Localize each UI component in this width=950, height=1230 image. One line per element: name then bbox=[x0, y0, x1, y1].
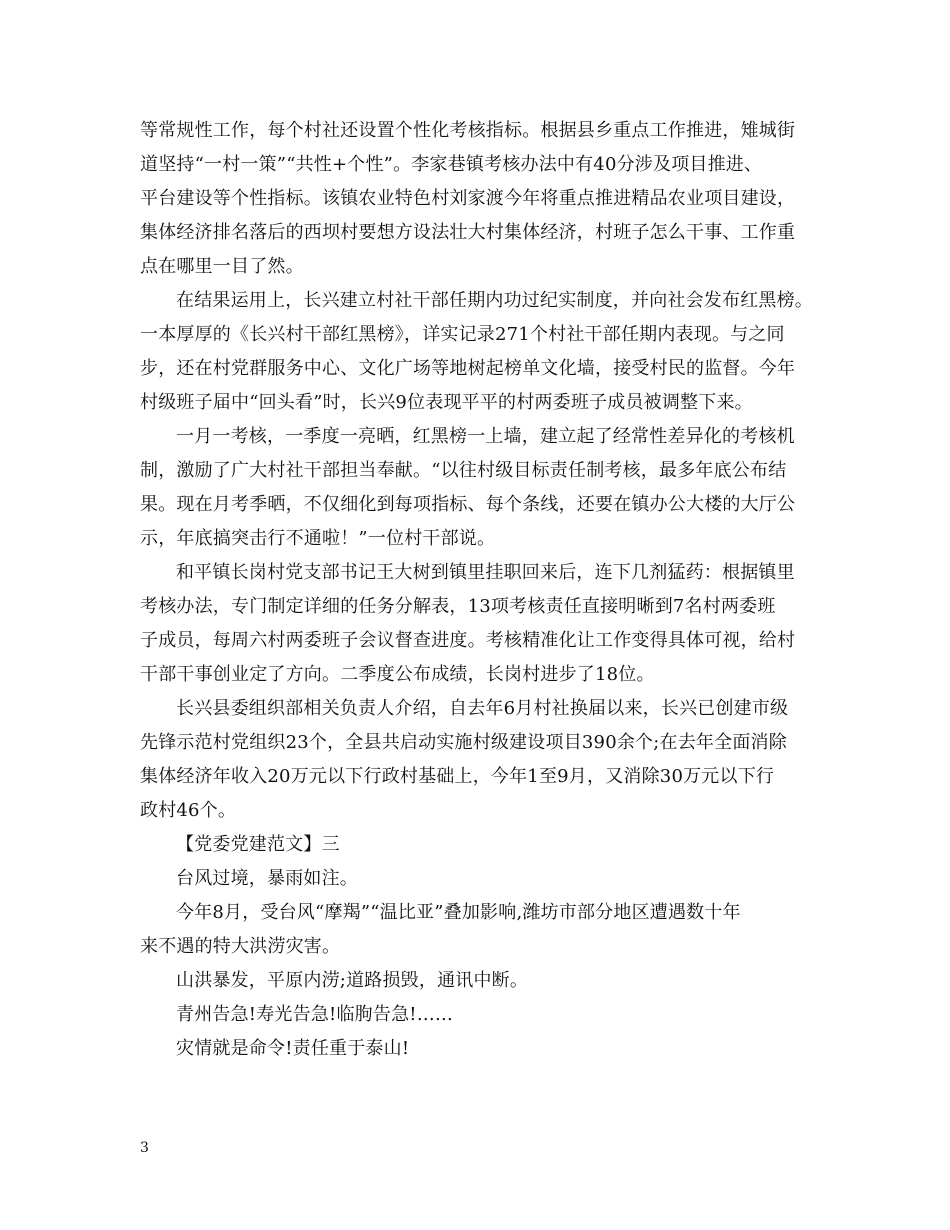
page-number: 3 bbox=[140, 1140, 149, 1156]
text-line: 子成员，每周六村两委班子会议督查进度。考核精准化让工作变得具体可视，给村 bbox=[140, 630, 796, 651]
text-line: 集体经济排名落后的西坝村要想方设法壮大村集体经济，村班子怎么干事、工作重 bbox=[140, 222, 796, 243]
text-line: 和平镇长岗村党支部书记王大树到镇里挂职回来后，连下几剂猛药：根据镇里 bbox=[176, 562, 795, 583]
text-line: 集体经济年收入20万元以下行政村基础上，今年1至9月，又消除30万元以下行 bbox=[140, 766, 775, 787]
text-line: 长兴县委组织部相关负责人介绍，自去年6月村社换届以来，长兴已创建市级 bbox=[176, 698, 789, 719]
text-line: 【党委党建范文】三 bbox=[176, 834, 340, 855]
text-line: 点在哪里一目了然。 bbox=[140, 256, 304, 277]
text-line: 一月一考核，一季度一亮晒，红黑榜一上墙，建立起了经常性差异化的考核机 bbox=[176, 426, 795, 447]
text-line: 步，还在村党群服务中心、文化广场等地树起榜单文化墙，接受村民的监督。今年 bbox=[140, 358, 796, 379]
text-line: 村级班子届中“回头看”时，长兴9位表现平平的村两委班子成员被调整下来。 bbox=[140, 392, 753, 413]
text-line: 果。现在月考季晒，不仅细化到每项指标、每个条线，还要在镇办公大楼的大厅公 bbox=[140, 494, 796, 515]
text-line: 制，激励了广大村社干部担当奉献。“以往村级目标责任制考核，最多年底公布结 bbox=[140, 460, 787, 481]
text-line: 先锋示范村党组织23个，全县共启动实施村级建设项目390余个;在去年全面消除 bbox=[140, 732, 787, 753]
text-line: 考核办法，专门制定详细的任务分解表，13项考核责任直接明晰到7名村两委班 bbox=[140, 596, 776, 617]
text-line: 政村46个。 bbox=[140, 800, 237, 821]
text-line: 道坚持“一村一策”“共性+个性”。李家巷镇考核办法中有40分涉及项目推进、 bbox=[140, 154, 763, 175]
text-line: 等常规性工作，每个村社还设置个性化考核指标。根据县乡重点工作推进，雉城街 bbox=[140, 120, 796, 141]
text-line: 平台建设等个性指标。该镇农业特色村刘家渡今年将重点推进精品农业项目建设， bbox=[140, 188, 796, 209]
text-line: 在结果运用上，长兴建立村社干部任期内功过纪实制度，并向社会发布红黑榜。 bbox=[176, 290, 813, 311]
text-line: 一本厚厚的《长兴村干部红黑榜》，详实记录271个村社干部任期内表现。与之同 bbox=[140, 324, 785, 345]
text-line: 台风过境，暴雨如注。 bbox=[176, 868, 358, 889]
text-line: 干部干事创业定了方向。二季度公布成绩，长岗村进步了18位。 bbox=[140, 664, 655, 685]
text-line: 灾情就是命令!责任重于泰山! bbox=[176, 1038, 410, 1059]
text-line: 山洪暴发，平原内涝;道路损毁，通讯中断。 bbox=[176, 970, 529, 991]
document-body bbox=[140, 114, 820, 1066]
text-line: 示，年底搞突击行不通啦！”一位村干部说。 bbox=[140, 528, 496, 549]
text-line: 今年8月，受台风“摩羯”“温比亚”叠加影响,潍坊市部分地区遭遇数十年 bbox=[176, 902, 741, 923]
text-line: 来不遇的特大洪涝灾害。 bbox=[140, 936, 341, 957]
text-line: 青州告急!寿光告急!临朐告急!…… bbox=[176, 1004, 454, 1025]
